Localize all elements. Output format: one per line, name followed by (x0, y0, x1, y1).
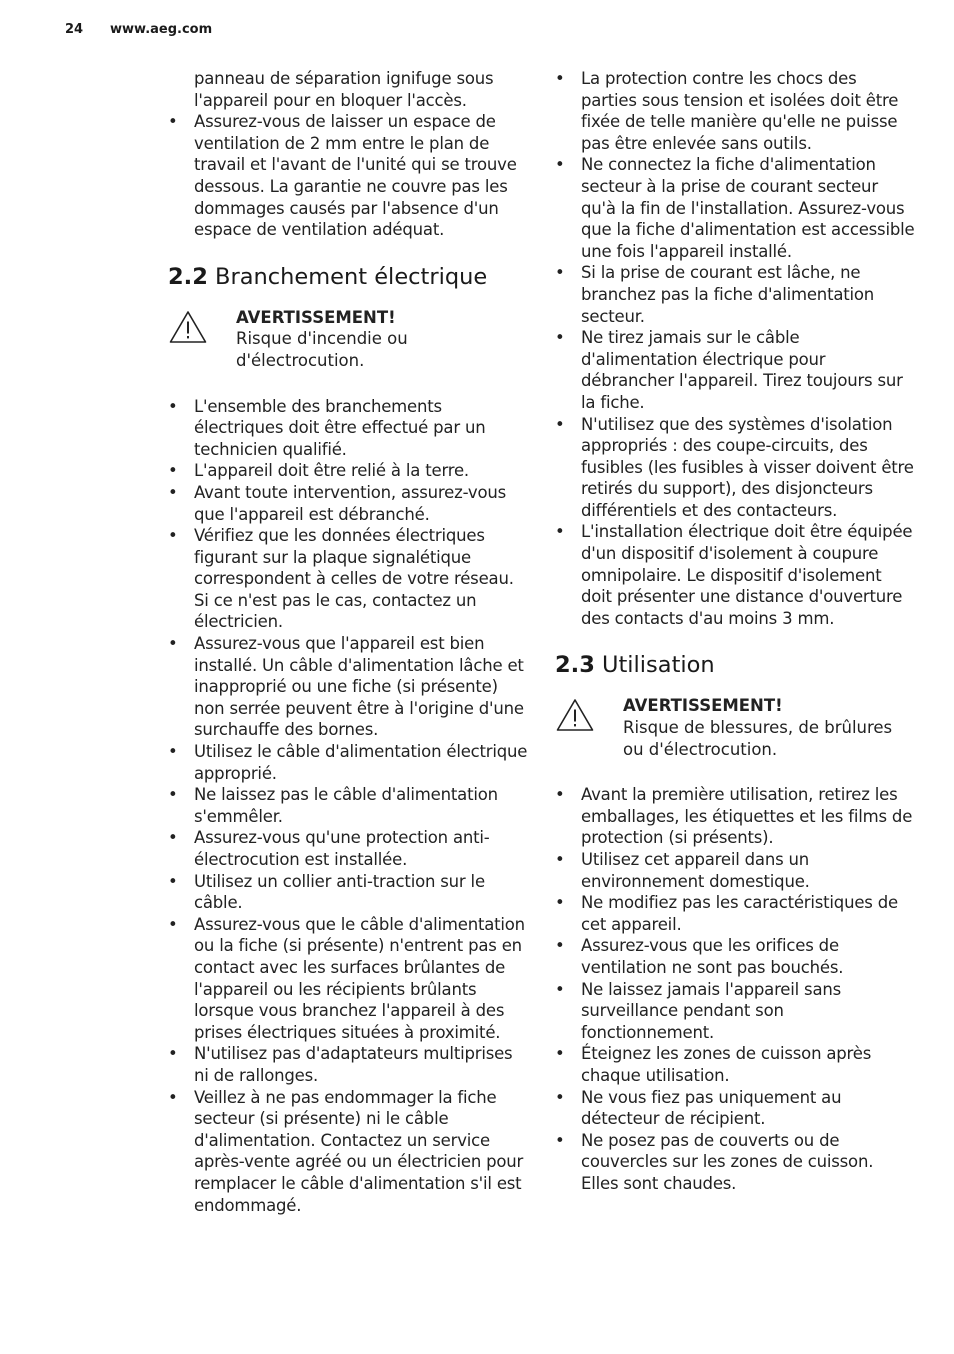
list-item-text: Ne connectez la fiche d'alimentation secteur à la prise de courant secteur qu'à la fin de l'installation. Assurez-vous que la fiche d'alimentation est accessible une fois l'appareil installé. (581, 155, 915, 261)
list-item (555, 68, 915, 154)
bullet-glyph: • (555, 1044, 565, 1064)
warning-triangle-icon (555, 697, 595, 733)
list-item-text: Ne tirez jamais sur le câble d'alimentation électrique pour débrancher l'appareil. Tirez toujours sur la fiche. (581, 328, 903, 412)
list-item-text: Utilisez cet appareil dans un environnement domestique. (581, 850, 810, 891)
list-item (555, 414, 915, 522)
list-item (555, 327, 915, 413)
list-item-text: Assurez-vous que le câble d'alimentation ou la fiche (si présente) n'entrent pas en contact avec les surfaces brûlantes de l'appareil ou les récipients brûlants lorsque vous branchez l'appareil à des prises électriques situées à proximité. (194, 914, 525, 1042)
bullet-glyph: • (168, 634, 178, 654)
list-item-text: Assurez-vous qu'une protection anti-électrocution est installée. (194, 828, 490, 869)
warning-triangle-icon (168, 309, 208, 345)
section-heading-2-3 (555, 650, 915, 680)
list-item-text: Éteignez les zones de cuisson après chaque utilisation. (581, 1044, 872, 1085)
bullet-glyph: • (168, 1087, 178, 1107)
bullet-glyph: • (555, 936, 565, 956)
list-item (555, 935, 915, 978)
warning-box (555, 695, 915, 760)
bullet-glyph: • (168, 526, 178, 546)
list-item-text: Assurez-vous que l'appareil est bien installé. Un câble d'alimentation lâche et inapproprié ou une fiche (si présente) non serrée peuvent être à l'origine d'une surchauffe des bornes. (194, 634, 524, 740)
bullet-glyph: • (555, 850, 565, 869)
list-item (168, 1043, 528, 1086)
right-column (555, 68, 915, 1195)
site-url[interactable]: www.aeg.com (110, 22, 213, 37)
list-item-text: Ne vous fiez pas uniquement au détecteur de récipient. (581, 1087, 842, 1129)
bullet-glyph: • (168, 112, 178, 132)
bullet-glyph: • (168, 828, 178, 848)
list-item (555, 154, 915, 262)
left-column (168, 68, 528, 1216)
bullet-glyph: • (168, 396, 178, 416)
warning-box (168, 307, 528, 372)
bullet-glyph: • (168, 461, 178, 481)
bullet-glyph: • (555, 893, 565, 913)
list-item (555, 1043, 915, 1086)
list-item (168, 460, 528, 482)
list-item (168, 871, 528, 914)
bullet-glyph: • (555, 155, 565, 175)
list-item (555, 979, 915, 1044)
electrical-bullet-list (168, 396, 528, 1217)
bullet-glyph: • (555, 979, 565, 999)
continuation-text: panneau de séparation ignifuge sous l'appareil pour en bloquer l'accès. (194, 69, 494, 110)
list-item-text: Avant la première utilisation, retirez les emballages, les étiquettes et les films de protection (si présents). (581, 785, 913, 848)
list-item (555, 784, 915, 849)
section-heading-2-2 (168, 262, 528, 292)
list-item-text: Ne posez pas de couverts ou de couvercles sur les zones de cuisson. Elles sont chaudes. (581, 1130, 874, 1193)
list-item (168, 111, 528, 241)
list-item (168, 396, 528, 461)
list-item (168, 914, 528, 1044)
list-item-text: Ne laissez jamais l'appareil sans surveillance pendant son fonctionnement. (581, 979, 842, 1042)
list-item (168, 633, 528, 741)
page-header (65, 22, 212, 37)
warning-text: Risque de blessures, de brûlures ou d'électrocution. (623, 718, 893, 759)
list-item (168, 741, 528, 784)
intro-bullet-list (168, 111, 528, 241)
section-number: 2.3 (555, 652, 595, 679)
list-item-text: Si la prise de courant est lâche, ne branchez pas la fiche d'alimentation secteur. (581, 263, 875, 326)
list-item (168, 1087, 528, 1217)
bullet-glyph: • (555, 522, 565, 542)
list-item (555, 849, 915, 892)
list-item (555, 1130, 915, 1195)
list-item-text: Assurez-vous que les orifices de ventilation ne sont pas bouchés. (581, 936, 844, 977)
warning-title: AVERTISSEMENT! (236, 307, 396, 327)
list-item (555, 892, 915, 935)
list-item-text: La protection contre les chocs des parties sous tension et isolées doit être fixée de telle manière qu'elle ne puisse pas être enlevée sans outils. (581, 69, 899, 153)
list-item-text: Ne laissez pas le câble d'alimentation s'emmêler. (194, 785, 498, 826)
bullet-glyph: • (555, 1130, 565, 1150)
bullet-glyph: • (168, 482, 178, 502)
bullet-glyph: • (168, 742, 178, 762)
list-item-text: L'appareil doit être relié à la terre. (194, 461, 469, 481)
bullet-glyph: • (168, 871, 178, 891)
bullet-glyph: • (168, 785, 178, 805)
section-number: 2.2 (168, 263, 208, 290)
list-item-text: Veillez à ne pas endommager la fiche secteur (si présente) ni le câble d'alimentation. Contactez un service après-vente agréé ou un électricien pour remplacer le câble d'alimentation s'il est endommagé. (194, 1087, 524, 1215)
electrical-bullet-list-cont (555, 68, 915, 629)
list-item (168, 482, 528, 525)
section-title: Branchement électrique (215, 263, 488, 290)
bullet-glyph: • (555, 69, 565, 88)
list-item-text: N'utilisez que des systèmes d'isolation appropriés : des coupe-circuits, des fusibles (les fusibles à visser doivent être retirés du support), des disjoncteurs différentiels et des contacteurs. (581, 414, 914, 520)
list-item (555, 1087, 915, 1130)
bullet-glyph: • (555, 263, 565, 283)
usage-bullet-list (555, 784, 915, 1194)
list-item-text: Utilisez le câble d'alimentation électrique approprié. (194, 742, 528, 783)
bullet-glyph: • (555, 785, 565, 805)
list-item-text: Ne modifiez pas les caractéristiques de cet appareil. (581, 893, 898, 934)
list-item-text: Utilisez un collier anti-traction sur le câble. (194, 871, 485, 913)
warning-title: AVERTISSEMENT! (623, 696, 783, 716)
list-item-text: N'utilisez pas d'adaptateurs multiprises ni de rallonges. (194, 1044, 513, 1085)
list-item (555, 521, 915, 629)
list-item-text: Assurez-vous de laisser un espace de ventilation de 2 mm entre le plan de travail et l'avant de l'unité qui se trouve dessous. La garantie ne couvre pas les dommages causés par l'absence d'un espace de ventilation adéquat. (194, 112, 517, 240)
warning-text: Risque d'incendie ou d'électrocution. (236, 329, 408, 370)
list-item (555, 262, 915, 327)
bullet-glyph: • (555, 414, 565, 434)
list-item-text: L'installation électrique doit être équipée d'un dispositif d'isolement à coupure omnipolaire. Le dispositif d'isolement doit présenter une distance d'ouverture des contacts d'au moins 3 mm. (581, 522, 913, 628)
section-title: Utilisation (602, 652, 715, 679)
list-item-text: L'ensemble des branchements électriques doit être effectué par un technicien qualifié. (194, 396, 486, 459)
page-number: 24 (65, 22, 84, 37)
list-item (168, 784, 528, 827)
bullet-glyph: • (555, 328, 565, 348)
list-item-text: Vérifiez que les données électriques figurant sur la plaque signalétique correspondent à celles de votre réseau. Si ce n'est pas le cas, contactez un électricien. (194, 526, 514, 632)
list-item (168, 525, 528, 633)
bullet-glyph: • (168, 914, 178, 934)
list-item-text: Avant toute intervention, assurez-vous que l'appareil est débranché. (194, 482, 506, 524)
bullet-glyph: • (168, 1044, 178, 1064)
bullet-glyph: • (555, 1087, 565, 1107)
list-item (168, 827, 528, 870)
